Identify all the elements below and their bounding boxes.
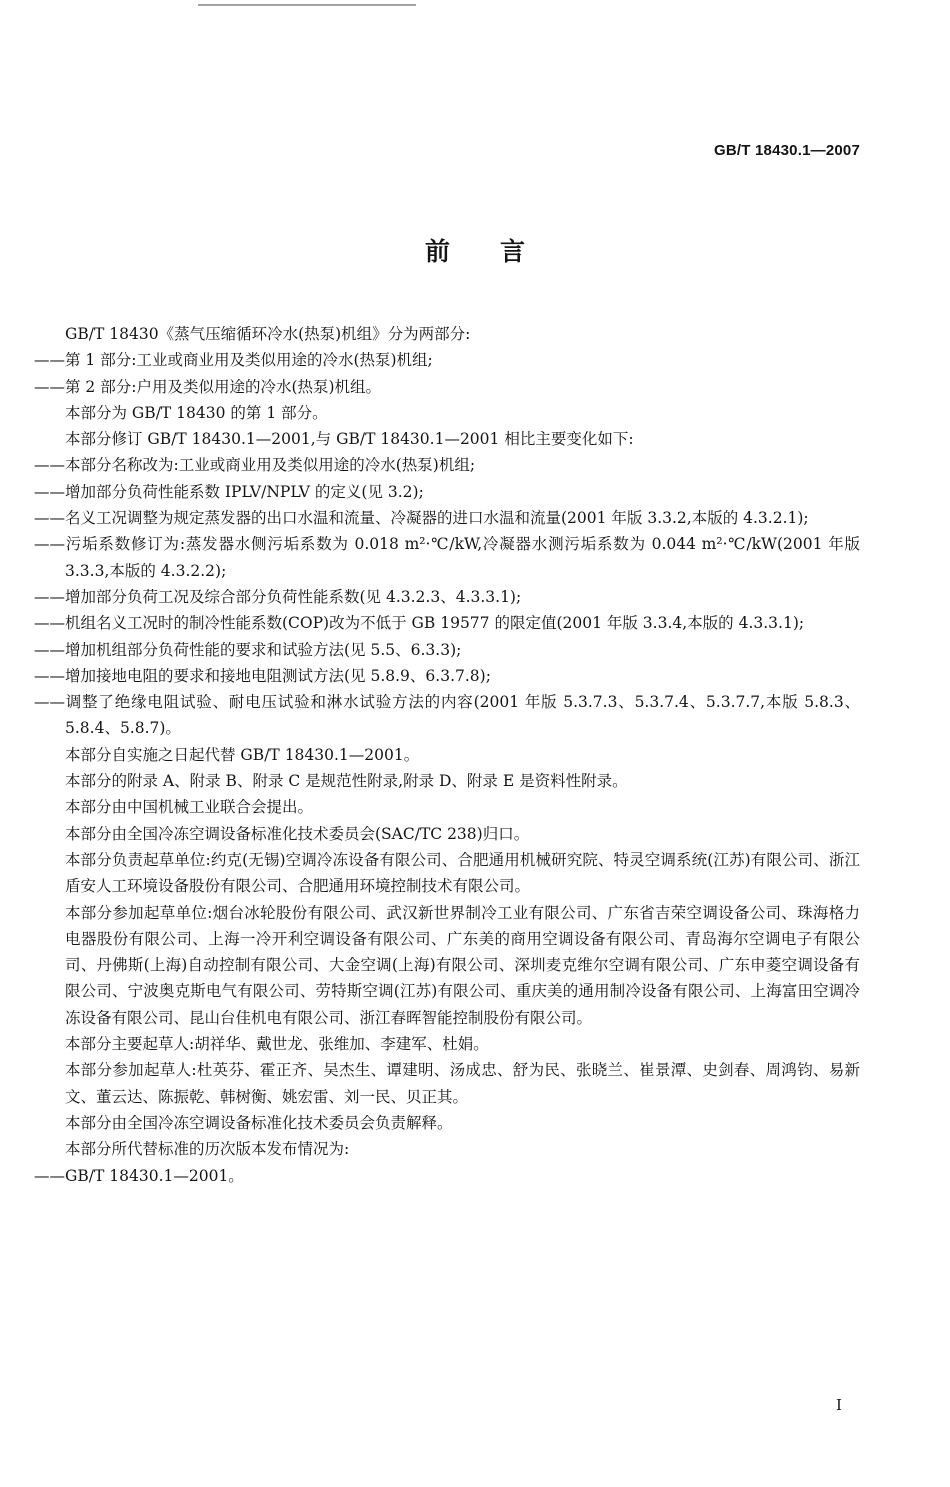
- paragraph: 本部分自实施之日起代替 GB/T 18430.1—2001。: [65, 745, 420, 764]
- list-item: ——增加部分负荷性能系数 IPLV/NPLV 的定义(见 3.2);: [34, 482, 424, 501]
- paragraph: 本部分参加起草人:杜英芬、霍正齐、吴杰生、谭建明、汤成忠、舒为民、张晓兰、崔景潭、史剑春、周鸿钧、易新文、董云达、陈振乾、韩树衡、姚宏雷、刘一民、贝正其。: [65, 1061, 860, 1106]
- standard-code: GB/T 18430.1—2007: [714, 142, 860, 159]
- scan-artifact-line: [198, 4, 416, 6]
- list-item: ——调整了绝缘电阻试验、耐电压试验和淋水试验方法的内容(2001 年版 5.3.7.3、5.3.7.4、5.3.7.7,本版 5.8.3、5.8.4、5.8.7)。: [34, 693, 860, 738]
- page-title: 前言: [424, 237, 575, 266]
- list-item: ——增加机组部分负荷性能的要求和试验方法(见 5.5、6.3.3);: [34, 640, 462, 659]
- paragraph: 本部分参加起草单位:烟台冰轮股份有限公司、武汉新世界制冷工业有限公司、广东省吉荣空调设备公司、珠海格力电器股份有限公司、上海一冷开利空调设备有限公司、广东美的商用空调设备有限公司、青岛海尔空调电子有限公司、丹佛斯(上海)自动控制有限公司、大金空调(上海)有限公司、深圳麦克维尔空调有限公司、广东申菱空调设备有限公司、宁波奥克斯电气有限公司、劳特斯空调(江苏)有限公司、重庆美的通用制冷设备有限公司、上海富田空调冷冻设备有限公司、昆山台佳机电有限公司、浙江春晖智能控制股份有限公司。: [65, 903, 860, 1027]
- list-item: ——本部分名称改为:工业或商业用及类似用途的冷水(热泵)机组;: [34, 456, 476, 475]
- document-body: [34, 321, 860, 1189]
- paragraph: 本部分由全国冷冻空调设备标准化技术委员会负责解释。: [65, 1113, 453, 1132]
- paragraph: 本部分的附录 A、附录 B、附录 C 是规范性附录,附录 D、附录 E 是资料性附录。: [65, 772, 628, 791]
- paragraph: 本部分修订 GB/T 18430.1—2001,与 GB/T 18430.1—2001 相比主要变化如下:: [65, 430, 634, 449]
- list-item: ——第 1 部分:工业或商业用及类似用途的冷水(热泵)机组;: [34, 351, 433, 370]
- list-item: ——污垢系数修订为:蒸发器水侧污垢系数为 0.018 m²·℃/kW,冷凝器水测污垢系数为 0.044 m²·℃/kW(2001 年版 3.3.3,本版的 4.3.2.2);: [34, 535, 860, 580]
- paragraph: 本部分主要起草人:胡祥华、戴世龙、张维加、李建军、杜娟。: [65, 1035, 489, 1054]
- paragraph: GB/T 18430《蒸气压缩循环冷水(热泵)机组》分为两部分:: [65, 325, 471, 343]
- paragraph: 本部分为 GB/T 18430 的第 1 部分。: [65, 403, 328, 422]
- list-item: ——GB/T 18430.1—2001。: [34, 1166, 244, 1185]
- paragraph: 本部分负责起草单位:约克(无锡)空调冷冻设备有限公司、合肥通用机械研究院、特灵空调系统(江苏)有限公司、浙江盾安人工环境设备股份有限公司、合肥通用环境控制技术有限公司。: [65, 850, 860, 896]
- paragraph: 本部分由中国机械工业联合会提出。: [65, 798, 314, 817]
- list-item: ——第 2 部分:户用及类似用途的冷水(热泵)机组。: [34, 377, 382, 396]
- list-item: ——机组名义工况时的制冷性能系数(COP)改为不低于 GB 19577 的限定值(2001 年版 3.3.4,本版的 4.3.3.1);: [34, 614, 805, 633]
- list-item: ——增加接地电阻的要求和接地电阻测试方法(见 5.8.9、6.3.7.8);: [34, 666, 491, 685]
- paragraph: 本部分由全国冷冻空调设备标准化技术委员会(SAC/TC 238)归口。: [65, 824, 530, 843]
- paragraph: 本部分所代替标准的历次版本发布情况为:: [65, 1140, 350, 1159]
- page-number: I: [836, 1396, 842, 1414]
- list-item: ——增加部分负荷工况及综合部分负荷性能系数(见 4.3.2.3、4.3.3.1);: [34, 587, 522, 606]
- list-item: ——名义工况调整为规定蒸发器的出口水温和流量、冷凝器的进口水温和流量(2001 年版 3.3.2,本版的 4.3.2.1);: [34, 509, 809, 528]
